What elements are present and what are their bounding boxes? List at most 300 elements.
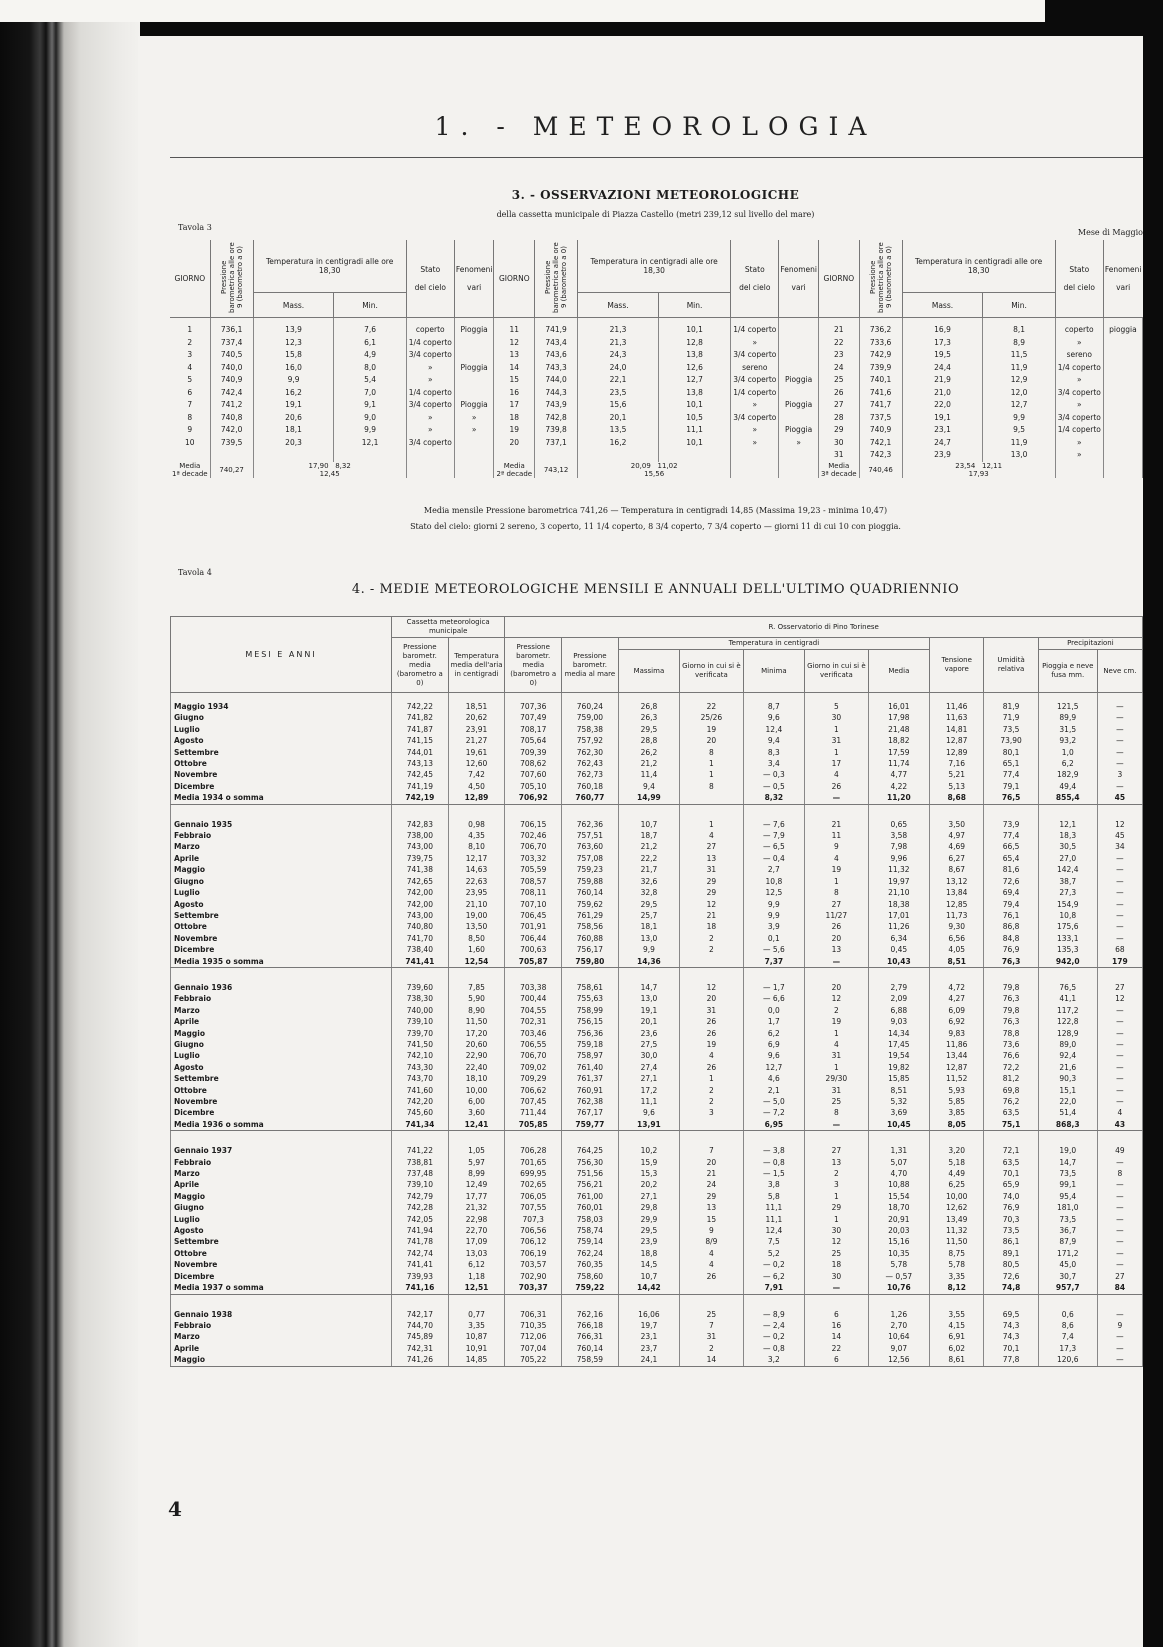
g-max: 4 <box>680 1248 744 1259</box>
table-row <box>170 387 1143 400</box>
temp-cass: 3,60 <box>448 1107 505 1118</box>
media-empty <box>406 462 454 478</box>
pioggia: 6,2 <box>1038 758 1097 769</box>
day-cell: 13 <box>494 349 535 362</box>
t-max: 22,2 <box>618 853 679 864</box>
g-max: 22 <box>680 701 744 712</box>
t-media: 9,03 <box>868 1016 929 1027</box>
month-label: Settembre <box>171 747 392 758</box>
press-cass: 741,15 <box>392 735 449 746</box>
day-cell: 30 <box>818 437 859 450</box>
neve: — <box>1097 899 1142 910</box>
umidita: 81,2 <box>984 1073 1038 1084</box>
neve: 9 <box>1097 1320 1142 1331</box>
press-oss: 706,15 <box>505 819 562 830</box>
g-min: 19 <box>805 864 869 875</box>
g-min: 1 <box>805 1062 869 1073</box>
press-cass: 739,60 <box>392 982 449 993</box>
press-oss: 706,56 <box>505 1225 562 1236</box>
t-media: 5,32 <box>868 1096 929 1107</box>
press-cass: 741,78 <box>392 1236 449 1247</box>
month-label: Media 1934 o somma <box>171 792 392 804</box>
press-mare: 758,38 <box>562 724 619 735</box>
tensione: 3,55 <box>930 1309 984 1320</box>
temp-cass: 12,60 <box>448 758 505 769</box>
table-row <box>171 1202 1143 1213</box>
temp-cass: 19,61 <box>448 747 505 758</box>
tensione: 4,15 <box>930 1320 984 1331</box>
table-row <box>171 724 1143 735</box>
col-mesi: MESI E ANNI <box>171 617 392 693</box>
table-row <box>171 1050 1143 1061</box>
pressure-cell: 742,3 <box>859 449 902 462</box>
g-min: 1 <box>805 1191 869 1202</box>
g-max: 3 <box>680 1107 744 1118</box>
g-min: 6 <box>805 1354 869 1366</box>
neve: — <box>1097 1236 1142 1247</box>
t-max: 9,4 <box>618 781 679 792</box>
page-right-edge <box>1143 36 1163 1647</box>
press-cass: 739,75 <box>392 853 449 864</box>
t-max: 27,1 <box>618 1191 679 1202</box>
press-oss: 706,12 <box>505 1236 562 1247</box>
pioggia: 92,4 <box>1038 1050 1097 1061</box>
g-min: 22 <box>805 1343 869 1354</box>
month-label: Luglio <box>171 887 392 898</box>
press-mare: 760,91 <box>562 1085 619 1096</box>
g-max: 20 <box>680 735 744 746</box>
g-max: 7 <box>680 1320 744 1331</box>
scan-top-margin <box>0 0 1045 22</box>
sky-cell: 1/4 coperto <box>406 387 454 400</box>
day-cell: 22 <box>818 337 859 350</box>
spacer-cell <box>743 1294 804 1309</box>
col-temperatura: Temperatura in centigradi alle ore 18,30 <box>578 240 731 293</box>
press-mare: 761,29 <box>562 910 619 921</box>
t-min: — 0,3 <box>743 769 804 780</box>
press-oss: 705,10 <box>505 781 562 792</box>
monthly-summary: Media mensile Pressione barometrica 741,26 — Temperatura in centigradi 14,85 (Massima 19,23 - minima 10,47) <box>423 506 888 515</box>
g-min: 1 <box>805 747 869 758</box>
phenomena-cell <box>454 437 494 450</box>
temp-cass: 12,54 <box>448 956 505 968</box>
neve: 43 <box>1097 1119 1142 1131</box>
neve: — <box>1097 1309 1142 1320</box>
sky-cell: » <box>1055 449 1103 462</box>
temp-min-cell: 4,9 <box>334 349 406 362</box>
temp-max-cell: 20,1 <box>578 412 659 425</box>
pressure-cell: 737,1 <box>535 437 578 450</box>
temp-min-cell: 11,9 <box>983 437 1055 450</box>
t-max: 17,2 <box>618 1085 679 1096</box>
spacer-cell <box>448 693 505 702</box>
g-max: 1 <box>680 769 744 780</box>
neve: — <box>1097 1248 1142 1259</box>
t-max: 29,5 <box>618 1225 679 1236</box>
press-mare: 759,88 <box>562 876 619 887</box>
umidita: 73,9 <box>984 819 1038 830</box>
t-max: 9,6 <box>618 1107 679 1118</box>
pressure-cell: 742,9 <box>859 349 902 362</box>
pressure-cell: 743,4 <box>535 337 578 350</box>
t-min: — 6,2 <box>743 1271 804 1282</box>
t-max: 27,1 <box>618 1073 679 1084</box>
umidita: 84,8 <box>984 933 1038 944</box>
t-min: 6,95 <box>743 1119 804 1131</box>
press-oss: 703,57 <box>505 1259 562 1270</box>
pressure-cell: 741,2 <box>210 399 253 412</box>
spacer-cell <box>1097 693 1142 702</box>
press-cass: 741,22 <box>392 1145 449 1156</box>
t-media: — 0,57 <box>868 1271 929 1282</box>
pressure-cell: 743,3 <box>535 362 578 375</box>
t-max: 13,0 <box>618 993 679 1004</box>
table-row <box>170 412 1143 425</box>
table3-month: Mese di Maggio <box>1077 228 1143 237</box>
day-cell: 12 <box>494 337 535 350</box>
temp-cass: 7,42 <box>448 769 505 780</box>
t-max: 26,2 <box>618 747 679 758</box>
chapter-title: 1. - METEOROLOGIA <box>434 112 877 141</box>
press-mare: 762,24 <box>562 1248 619 1259</box>
temp-min-cell: 8,0 <box>334 362 406 375</box>
spacer-cell <box>984 693 1038 702</box>
tensione: 11,32 <box>930 1225 984 1236</box>
table-row <box>171 853 1143 864</box>
t-media: 9,07 <box>868 1343 929 1354</box>
g-min: 8 <box>805 887 869 898</box>
t-min: — 2,4 <box>743 1320 804 1331</box>
umidita: 74,3 <box>984 1331 1038 1342</box>
sky-cell: » <box>406 424 454 437</box>
temp-max-cell: 22,1 <box>578 374 659 387</box>
media-temp: 17,90 8,32 12,45 <box>253 462 406 478</box>
phenomena-cell <box>779 362 819 375</box>
day-cell: 14 <box>494 362 535 375</box>
temp-cass: 12,49 <box>448 1179 505 1190</box>
sky-cell: » <box>1055 437 1103 450</box>
g-max: 1 <box>680 1073 744 1084</box>
month-label: Agosto <box>171 735 392 746</box>
neve: — <box>1097 1214 1142 1225</box>
day-cell <box>494 449 535 462</box>
spacer-cell <box>562 804 619 819</box>
tensione: 8,75 <box>930 1248 984 1259</box>
g-max: 9 <box>680 1225 744 1236</box>
tensione: 6,92 <box>930 1016 984 1027</box>
temp-max-cell: 19,1 <box>902 412 983 425</box>
temp-max-cell: 17,3 <box>902 337 983 350</box>
pioggia: 154,9 <box>1038 899 1097 910</box>
g-max: 13 <box>680 853 744 864</box>
t-max: 21,7 <box>618 864 679 875</box>
day-cell: 10 <box>170 437 210 450</box>
spacer-cell <box>1038 693 1097 702</box>
sky-cell: » <box>731 437 779 450</box>
spacer-cell <box>171 693 392 702</box>
month-label: Novembre <box>171 933 392 944</box>
press-oss: 699,95 <box>505 1168 562 1179</box>
phenomena-cell <box>1103 337 1142 350</box>
temp-cass: 10,00 <box>448 1085 505 1096</box>
sky-cell: 3/4 coperto <box>1055 387 1103 400</box>
t-media: 17,98 <box>868 712 929 723</box>
col-minima: Minima <box>743 650 804 693</box>
g-max: 15 <box>680 1214 744 1225</box>
press-mare: 759,23 <box>562 864 619 875</box>
g-min: 29 <box>805 1202 869 1213</box>
day-cell: 24 <box>818 362 859 375</box>
press-cass: 742,31 <box>392 1343 449 1354</box>
spacer-cell <box>805 1294 869 1309</box>
press-mare: 758,03 <box>562 1214 619 1225</box>
spacer-cell <box>562 693 619 702</box>
press-oss: 703,38 <box>505 982 562 993</box>
press-mare: 766,18 <box>562 1320 619 1331</box>
pioggia: 49,4 <box>1038 781 1097 792</box>
phenomena-cell: » <box>779 437 819 450</box>
t-media: 21,10 <box>868 887 929 898</box>
tensione: 8,51 <box>930 956 984 968</box>
t-media: 2,70 <box>868 1320 929 1331</box>
g-max: 1 <box>680 758 744 769</box>
temp-cass: 22,98 <box>448 1214 505 1225</box>
t-media: 21,48 <box>868 724 929 735</box>
g-max: 8/9 <box>680 1236 744 1247</box>
media-empty <box>1103 462 1142 478</box>
table-row <box>171 1236 1143 1247</box>
press-oss: 706,92 <box>505 792 562 804</box>
pioggia: 89,9 <box>1038 712 1097 723</box>
pioggia: 89,0 <box>1038 1039 1097 1050</box>
t-media: 11,20 <box>868 792 929 804</box>
t-max: 29,8 <box>618 1202 679 1213</box>
g-min: 31 <box>805 1085 869 1096</box>
media-empty <box>1055 462 1103 478</box>
neve: 45 <box>1097 792 1142 804</box>
t-media: 4,77 <box>868 769 929 780</box>
spacer-cell <box>930 804 984 819</box>
umidita: 86,1 <box>984 1236 1038 1247</box>
t-min: — 1,7 <box>743 982 804 993</box>
neve: — <box>1097 747 1142 758</box>
sky-cell: 3/4 coperto <box>406 349 454 362</box>
temp-cass: 1,05 <box>448 1145 505 1156</box>
col-mass: Mass. <box>578 293 659 318</box>
press-mare: 762,73 <box>562 769 619 780</box>
tensione: 11,73 <box>930 910 984 921</box>
press-oss: 707,45 <box>505 1096 562 1107</box>
month-label: Giugno <box>171 1039 392 1050</box>
temp-min-cell: 13,8 <box>658 349 730 362</box>
table-row <box>171 1005 1143 1016</box>
phenomena-cell: Pioggia <box>454 399 494 412</box>
day-cell: 16 <box>494 387 535 400</box>
umidita: 72,6 <box>984 1271 1038 1282</box>
table-row <box>171 1309 1143 1320</box>
press-oss: 706,19 <box>505 1248 562 1259</box>
spacer-cell <box>448 804 505 819</box>
table4-label: Tavola 4 <box>178 568 212 577</box>
neve: — <box>1097 1191 1142 1202</box>
t-min: 8,7 <box>743 701 804 712</box>
book-binding-shadow <box>0 22 140 1647</box>
t-min: — 0,2 <box>743 1259 804 1270</box>
pioggia: 171,2 <box>1038 1248 1097 1259</box>
table-row <box>171 1157 1143 1168</box>
spacer-cell <box>984 967 1038 982</box>
table-row <box>171 1248 1143 1259</box>
temp-max-cell: 23,9 <box>902 449 983 462</box>
press-cass: 741,19 <box>392 781 449 792</box>
month-label: Agosto <box>171 1225 392 1236</box>
press-cass: 745,60 <box>392 1107 449 1118</box>
temp-min-cell: 9,9 <box>334 424 406 437</box>
press-mare: 762,43 <box>562 758 619 769</box>
neve: — <box>1097 781 1142 792</box>
temp-max-cell: 21,3 <box>578 337 659 350</box>
pioggia: 15,1 <box>1038 1085 1097 1096</box>
t-min: — 7,6 <box>743 819 804 830</box>
table-row <box>170 424 1143 437</box>
neve: 8 <box>1097 1168 1142 1179</box>
g-max: 27 <box>680 841 744 852</box>
table-row <box>171 887 1143 898</box>
pressure-cell <box>535 449 578 462</box>
col-osservatorio: R. Osservatorio di Pino Torinese <box>505 617 1143 638</box>
temp-min-cell: 12,1 <box>334 437 406 450</box>
temp-max-cell: 15,6 <box>578 399 659 412</box>
temp-cass: 8,99 <box>448 1168 505 1179</box>
t-min: 11,1 <box>743 1202 804 1213</box>
table-row <box>171 1343 1143 1354</box>
table-row <box>170 449 1143 462</box>
neve: 12 <box>1097 819 1142 830</box>
t-media: 16,01 <box>868 701 929 712</box>
t-max: 23,9 <box>618 1236 679 1247</box>
neve: — <box>1097 876 1142 887</box>
pioggia: 76,5 <box>1038 982 1097 993</box>
month-label: Aprile <box>171 1343 392 1354</box>
t-media: 5,78 <box>868 1259 929 1270</box>
press-mare: 758,61 <box>562 982 619 993</box>
table-row <box>171 769 1143 780</box>
pressure-cell: 736,1 <box>210 324 253 337</box>
t-max: 21,2 <box>618 841 679 852</box>
t-max: 23,7 <box>618 1343 679 1354</box>
g-min: 5 <box>805 701 869 712</box>
tensione: 11,50 <box>930 1236 984 1247</box>
day-cell: 23 <box>818 349 859 362</box>
temp-min-cell: 12,7 <box>658 374 730 387</box>
neve: — <box>1097 1331 1142 1342</box>
month-label: Media 1935 o somma <box>171 956 392 968</box>
t-min: — 1,5 <box>743 1168 804 1179</box>
table-row <box>171 1073 1143 1084</box>
press-cass: 742,10 <box>392 1050 449 1061</box>
t-min: 8,3 <box>743 747 804 758</box>
spacer-cell <box>448 967 505 982</box>
g-max: 31 <box>680 1331 744 1342</box>
phenomena-cell <box>1103 399 1142 412</box>
press-oss: 700,44 <box>505 993 562 1004</box>
pioggia: 87,9 <box>1038 1236 1097 1247</box>
phenomena-cell: Pioggia <box>779 399 819 412</box>
phenomena-cell <box>1103 387 1142 400</box>
divider <box>170 157 1143 158</box>
phenomena-cell <box>454 349 494 362</box>
neve: 49 <box>1097 1145 1142 1156</box>
tensione: 8,68 <box>930 792 984 804</box>
g-max: 12 <box>680 899 744 910</box>
pioggia: 17,3 <box>1038 1343 1097 1354</box>
press-cass: 741,26 <box>392 1354 449 1366</box>
umidita: 65,4 <box>984 853 1038 864</box>
temp-cass: 3,35 <box>448 1320 505 1331</box>
media-pressure: 740,27 <box>210 462 253 478</box>
averages-table <box>170 616 1143 1367</box>
phenomena-cell <box>1103 349 1142 362</box>
t-media: 2,79 <box>868 982 929 993</box>
tensione: 4,69 <box>930 841 984 852</box>
spacer-cell <box>1038 1131 1097 1146</box>
neve: — <box>1097 1354 1142 1366</box>
g-min: 27 <box>805 899 869 910</box>
day-cell: 11 <box>494 324 535 337</box>
g-min: 31 <box>805 1050 869 1061</box>
t-max: 18,7 <box>618 830 679 841</box>
neve: 27 <box>1097 1271 1142 1282</box>
t-min: — 5,6 <box>743 944 804 955</box>
temp-max-cell: 21,9 <box>902 374 983 387</box>
col-umidita: Umidità relativa <box>984 638 1038 693</box>
phenomena-cell <box>1103 412 1142 425</box>
press-mare: 762,16 <box>562 1309 619 1320</box>
press-oss: 708,62 <box>505 758 562 769</box>
press-mare: 759,62 <box>562 899 619 910</box>
g-min: 1 <box>805 876 869 887</box>
g-min: — <box>805 1119 869 1131</box>
tensione: 11,52 <box>930 1073 984 1084</box>
press-oss: 706,55 <box>505 1039 562 1050</box>
spacer-cell <box>1038 1294 1097 1309</box>
pressure-cell: 744,3 <box>535 387 578 400</box>
umidita: 63,5 <box>984 1157 1038 1168</box>
g-max: 29 <box>680 887 744 898</box>
t-min: 7,5 <box>743 1236 804 1247</box>
spacer-cell <box>392 1294 449 1309</box>
table-row <box>171 921 1143 932</box>
tensione: 8,12 <box>930 1282 984 1294</box>
tensione: 5,13 <box>930 781 984 792</box>
month-label: Febbraio <box>171 1320 392 1331</box>
temp-cass: 21,32 <box>448 1202 505 1213</box>
col-fenomeni: Fenomeni vari <box>454 240 494 318</box>
g-max: 26 <box>680 1062 744 1073</box>
temp-cass: 6,00 <box>448 1096 505 1107</box>
g-max: 4 <box>680 1050 744 1061</box>
temp-min-cell: 12,9 <box>983 374 1055 387</box>
g-min: 6 <box>805 1309 869 1320</box>
temp-max-cell: 16,0 <box>253 362 334 375</box>
umidita: 72,6 <box>984 876 1038 887</box>
spacer-cell <box>618 804 679 819</box>
press-cass: 737,48 <box>392 1168 449 1179</box>
press-oss: 707,3 <box>505 1214 562 1225</box>
t-media: 10,64 <box>868 1331 929 1342</box>
pressure-cell: 741,9 <box>535 324 578 337</box>
neve: — <box>1097 1039 1142 1050</box>
